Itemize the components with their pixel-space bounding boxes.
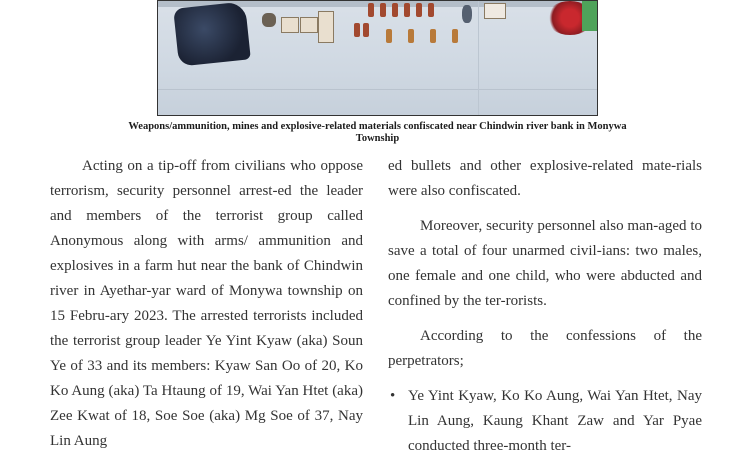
article-column-right xyxy=(388,154,702,459)
photo-package-item xyxy=(484,3,506,19)
confession-list xyxy=(388,384,702,459)
photo-shell-item xyxy=(416,3,422,17)
photo-package-item xyxy=(318,11,334,43)
photo-shell-item xyxy=(430,29,436,43)
photo-small-item xyxy=(462,5,472,23)
photo-shell-item xyxy=(354,23,360,37)
article-column-left xyxy=(50,154,363,454)
photo-package-item xyxy=(281,17,299,33)
photo-green-item xyxy=(582,1,598,31)
photo-shell-item xyxy=(408,29,414,43)
photo-package-item xyxy=(300,17,318,33)
photo-shell-item xyxy=(392,3,398,17)
figure-caption: Weapons/ammunition, mines and explosive-related materials confiscated near Chindwin river bank in Monywa Township xyxy=(128,121,627,144)
article-paragraph-continuation: ed bullets and other explosive-related mate-rials were also confiscated. xyxy=(388,158,702,199)
photo-shell-item xyxy=(452,29,458,43)
article-paragraph: Moreover, security personnel also man-aged to save a total of four unarmed civil-ians: two males, one female and one child, who were abducted and confined by the ter-rorists. xyxy=(388,218,702,309)
photo-bag-item xyxy=(173,1,251,66)
photo-shell-item xyxy=(380,3,386,17)
photo-shell-item xyxy=(363,23,369,37)
photo-shell-item xyxy=(368,3,374,17)
confiscated-items-photo xyxy=(157,0,598,116)
article-paragraph: Acting on a tip-off from civilians who oppose terrorism, security personnel arrest-ed the leader and members of the terrorist group called Anonymous along with arms/ ammunition and explosives in a farm hut near the bank of Chindwin river in Ayethar-yar ward of Monywa township on 15 Febru-ary 2023. The arrested terrorists included the terrorist group leader Ye Yint Kyaw (aka) Soun Ye of 33 and its members: Kyaw San Oo of 20, Ko Ko Aung (aka) Ta Htaung of 19, Wai Yan Htet (aka) Zee Kwat of 18, Soe Soe (aka) Mg Soe of 37, Nay Lin Aung xyxy=(50,158,363,449)
photo-shell-item xyxy=(386,29,392,43)
article-paragraph: According to the confessions of the perpetrators; xyxy=(388,328,702,369)
photo-shell-item xyxy=(404,3,410,17)
photo-shell-item xyxy=(428,3,434,17)
photo-small-item xyxy=(262,13,276,27)
list-item: • Ye Yint Kyaw, Ko Ko Aung, Wai Yan Htet, Nay Lin Aung, Kaung Khant Zaw and Yar Pyae conducted three-month ter- xyxy=(388,384,702,459)
photo-sheet-seam xyxy=(158,89,597,90)
photo-sheet-fold xyxy=(478,1,479,115)
